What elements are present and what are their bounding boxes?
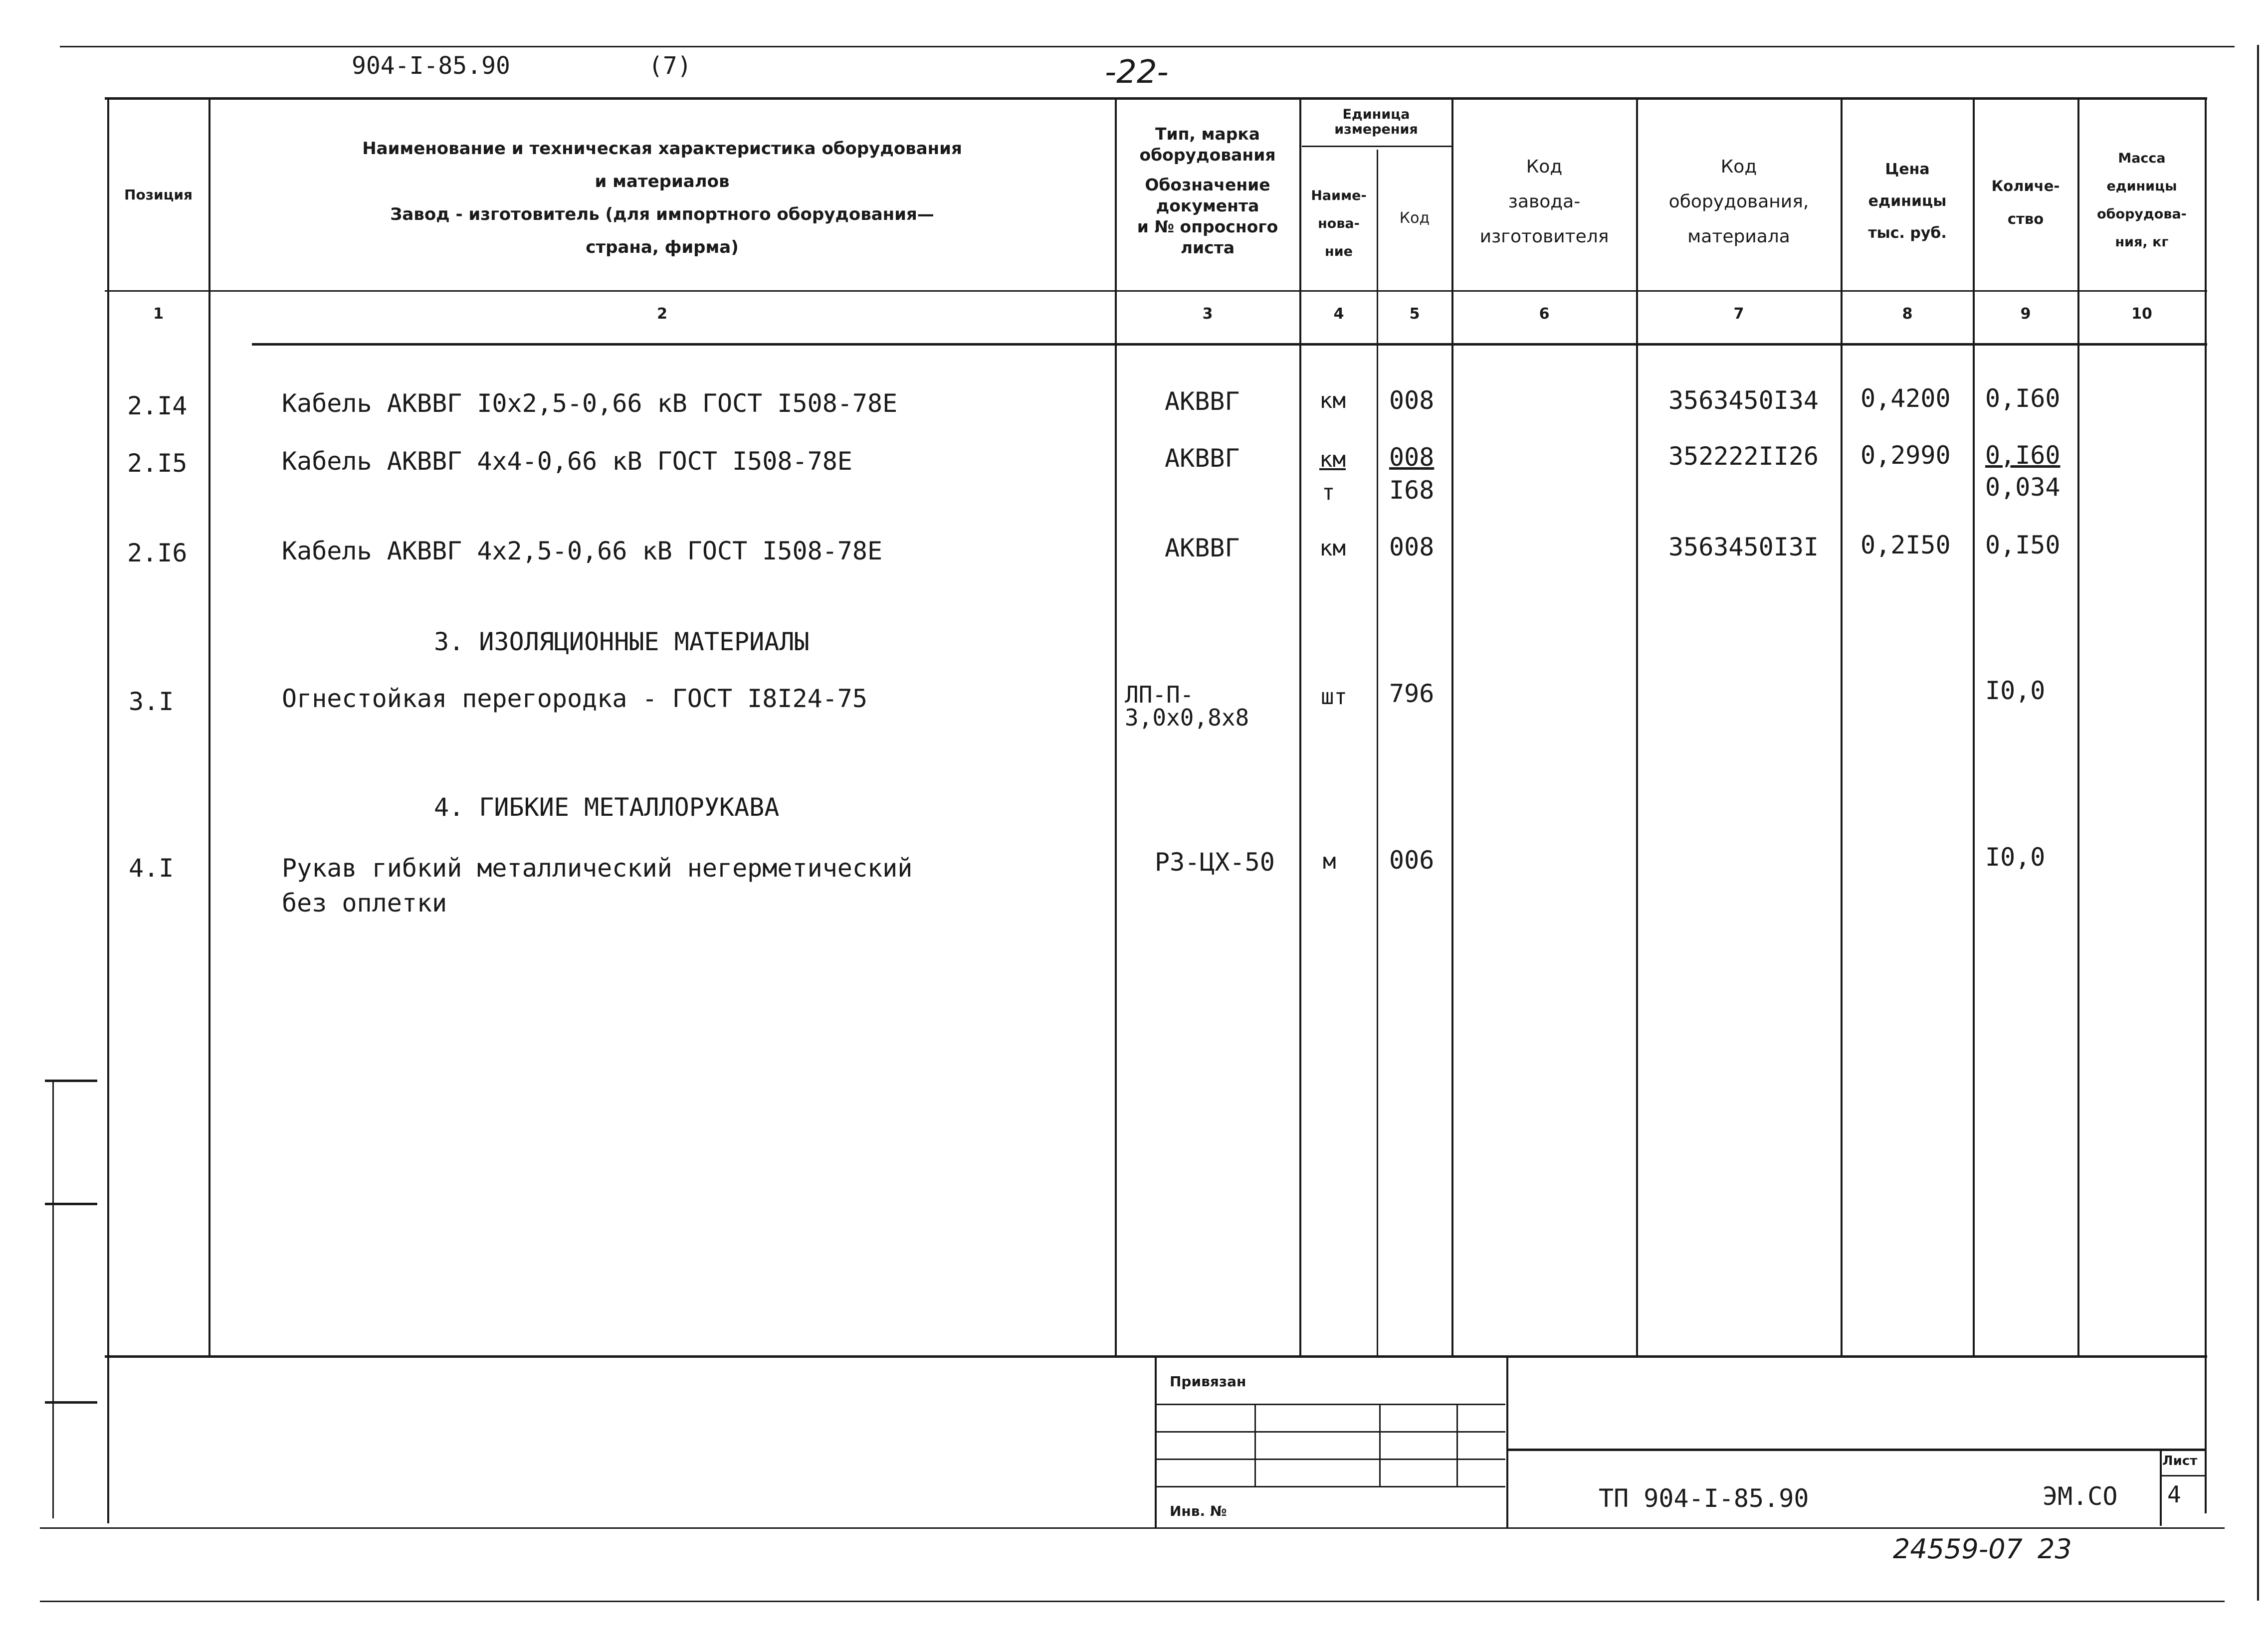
stamp-row-line-4 [1156,1486,1505,1487]
archive-number: 24559-07 [1893,1533,2023,1565]
row-2-16-name: Кабель АКВВГ 4x2,5-0,66 кВ ГОСТ I508-78Е [282,537,883,565]
col-header-mass-line2: единицы [2106,179,2177,194]
row-2-16-unit-code: 008 [1389,533,1435,561]
column-line-7 [1841,97,1843,1356]
column-line-4 [1377,150,1378,1356]
row-4-1-name-line2: без оплетки [282,889,447,917]
col-header-equip [1639,150,1839,254]
col-number-9: 9 [2020,305,2031,323]
row-2-15-unit-2: т [1322,480,1335,505]
top-border-line [60,46,2235,47]
row-2-16-position: 2.I6 [127,539,188,567]
row-2-14-unit: км [1319,388,1346,413]
sheet-number: 4 [2167,1481,2181,1508]
row-3-1-position: 3.I [129,687,174,716]
row-4-1-name [282,851,912,920]
row-4-1-qty: I0,0 [1985,843,2046,872]
row-2-15-name: Кабель АКВВГ 4x4-0,66 кВ ГОСТ I508-78Е [282,447,852,476]
stamp-col-line-3 [1456,1404,1458,1486]
col-header-price-line1: Цена [1885,161,1930,178]
frame-right-line [2257,45,2259,1601]
title-block-line [1506,1449,2205,1451]
stamp-row-line-3 [1156,1459,1505,1460]
section-3-title: 3. ИЗОЛЯЦИОННЫЕ МАТЕРИАЛЫ [434,627,810,656]
column-line-9 [2077,97,2079,1356]
column-line-6 [1636,97,1638,1356]
stamp-col-line-2 [1379,1404,1381,1486]
row-2-15-qty-2: 0,034 [1985,473,2061,502]
stamp-inv-label: Инв. № [1170,1503,1227,1519]
page-number: -22- [1105,54,1169,91]
row-2-15-unit: км [1319,447,1346,472]
col-number-1: 1 [153,305,164,323]
row-2-14-position: 2.I4 [127,391,188,420]
row-2-15-equip-code: 352222II26 [1668,442,1819,471]
col-header-type-line1: Тип, марка [1155,124,1260,144]
row-4-1-name-line1: Рукав гибкий металлический негерметический [282,854,913,883]
col-number-7: 7 [1733,305,1744,323]
col-header-unit-name-1: Наиме- [1311,188,1367,203]
row-2-14-type: АКВВГ [1165,387,1240,416]
col-header-qty [1975,170,2076,235]
column-line-10 [2205,97,2207,1513]
row-2-14-unit-code: 008 [1389,386,1435,415]
doc-code: 904-I-85.90 [352,52,510,80]
row-2-16-type: АКВВГ [1165,534,1240,562]
col-number-3: 3 [1202,305,1213,323]
col-header-price [1843,154,1972,249]
col-header-unit-code: Код [1399,209,1430,227]
col-header-type-line2: оборудования [1139,145,1276,165]
col-header-type-line5: и № опросного [1137,217,1278,236]
row-2-15-type: АКВВГ [1165,444,1240,473]
row-2-14-qty: 0,I60 [1985,384,2061,413]
margin-line [52,1080,54,1518]
col-header-unit-name-2: нова- [1318,216,1360,231]
row-3-1-unit: шт [1321,684,1347,710]
col-number-5: 5 [1409,305,1420,323]
stamp-attached-label: Привязан [1170,1373,1246,1390]
title-block-doc-code: ТП 904-I-85.90 [1599,1484,1809,1513]
col-header-type-line4: документа [1156,196,1259,215]
row-3-1-unit-code: 796 [1389,679,1435,708]
col-header-unit-line2: измерения [1334,122,1418,137]
col-number-10: 10 [2131,305,2152,323]
stamp-row-line-1 [1156,1404,1505,1405]
row-4-1-unit-code: 006 [1389,846,1435,875]
col-header-name-line4: страна, фирма) [586,237,739,257]
table-top-border [105,97,2207,100]
column-line-5 [1451,97,1453,1356]
header-divider [105,290,2207,292]
stamp-col-line-1 [1254,1404,1256,1486]
col-header-unit-line1: Единица [1342,107,1410,122]
row-2-14-name: Кабель АКВВГ I0x2,5-0,66 кВ ГОСТ I508-78Е [282,389,898,418]
sheet-label: Лист [2162,1454,2198,1468]
row-4-1-type: Р3-ЦХ-50 [1155,848,1275,877]
row-2-14-price: 0,4200 [1860,384,1951,413]
row-4-1-unit: м [1323,849,1336,874]
col-header-price-line3: тыс. руб. [1868,224,1947,242]
stamp-row-line-2 [1156,1431,1505,1433]
row-2-16-qty: 0,I50 [1985,531,2061,559]
sheet-box-line [2160,1449,2162,1526]
col-header-mass-line1: Масса [2118,151,2166,166]
row-4-1-position: 4.I [129,854,174,883]
col-header-plant [1454,150,1635,254]
col-header-mass-line4: ния, кг [2115,234,2169,250]
row-2-15-unit-code-2: I68 [1389,476,1435,505]
column-line-3 [1299,97,1301,1356]
col-header-mass [2080,145,2204,256]
frame-bottom-line [40,1527,2225,1529]
col-header-name-line3: Завод - изготовитель (для импортного оборудования— [390,204,934,224]
col-header-unit-name-3: ние [1325,244,1353,259]
header-bottom-border [252,343,2207,346]
row-3-1-type-line1: ЛП-П- [1125,681,1194,708]
col-header-qty-line2: ство [2007,210,2044,227]
col-header-name-line1: Наименование и техническая характеристика оборудования [362,139,962,159]
col-header-position: Позиция [124,186,193,203]
section-4-title: 4. ГИБКИЕ МЕТАЛЛОРУКАВА [434,793,780,822]
sheet-box-divider [2160,1475,2206,1476]
row-2-15-unit-code: 008 [1389,443,1435,472]
col-header-plant-line3: изготовителя [1479,226,1609,247]
unit-subheader-line [1302,146,1451,147]
stamp-mid-line [1506,1355,1508,1527]
row-3-1-name: Огнестойкая перегородка - ГОСТ I8I24-75 [282,684,867,713]
column-line-8 [1973,97,1975,1356]
row-2-16-unit: км [1319,536,1346,561]
col-header-qty-line1: Количе- [1991,178,2060,194]
row-2-15-position: 2.I5 [127,449,188,478]
row-2-16-price: 0,2I50 [1860,531,1951,559]
col-number-6: 6 [1539,305,1550,323]
col-number-8: 8 [1902,305,1913,323]
col-header-plant-line1: Код [1526,157,1563,177]
row-3-1-type-line2: 3,0x0,8x8 [1125,704,1249,731]
column-line-0 [107,97,109,1523]
col-header-unit-name [1302,182,1376,266]
col-number-4: 4 [1333,305,1344,323]
title-block-mark: ЭМ.СО [2043,1482,2118,1511]
col-header-plant-line2: завода- [1508,191,1581,212]
row-2-15-price: 0,2990 [1860,441,1951,470]
col-header-equip-line1: Код [1720,157,1757,177]
doc-part: (7) [648,52,692,80]
column-line-2 [1115,97,1117,1356]
col-header-name [212,132,1112,264]
col-header-equip-line3: материала [1687,226,1790,247]
col-header-mass-line3: оборудова- [2097,206,2187,222]
row-3-1-qty: I0,0 [1985,676,2046,705]
col-header-equip-line2: оборудования, [1668,191,1809,212]
row-3-1-type [1125,683,1249,729]
col-header-name-line2: и материалов [595,172,730,191]
footer-page: 23 [2038,1533,2072,1565]
stamp-left-line [1155,1355,1157,1527]
row-2-14-equip-code: 3563450I34 [1668,386,1819,415]
col-header-price-line2: единицы [1868,192,1947,210]
page-bottom-line [40,1601,2225,1602]
col-header-unit [1302,107,1450,137]
row-2-16-equip-code: 3563450I3I [1668,533,1819,561]
col-header-type-line6: листа [1180,238,1235,257]
col-header-type [1117,124,1298,258]
column-line-1 [208,97,210,1356]
row-2-15-qty: 0,I60 [1985,441,2061,470]
col-header-type-line3: Обозначение [1145,175,1270,194]
col-number-2: 2 [657,305,667,323]
